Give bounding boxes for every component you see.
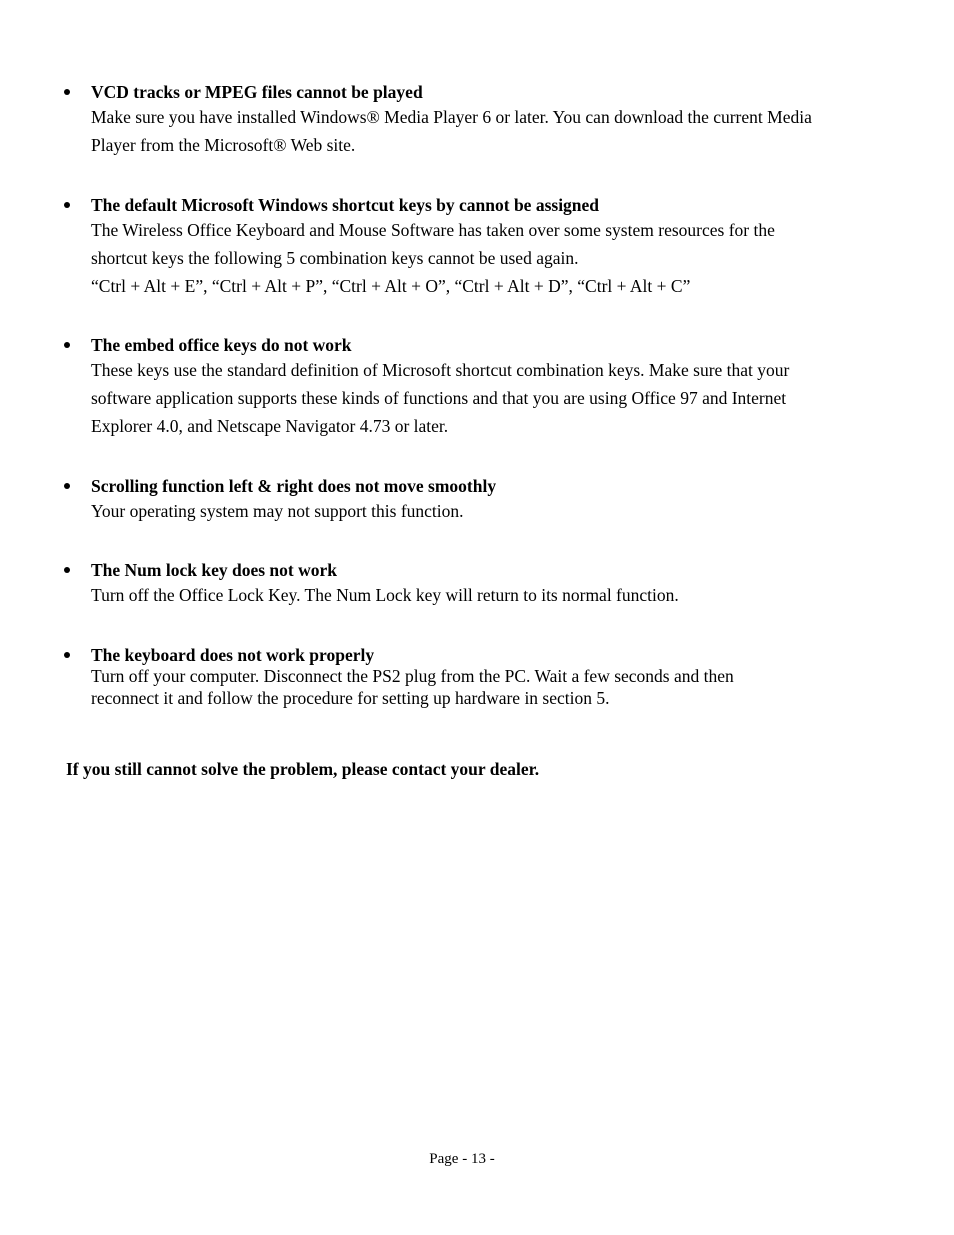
item-heading: Scrolling function left & right does not move smoothly [91,476,497,496]
body-line: reconnect it and follow the procedure for setting up hardware in section 5. [91,688,610,708]
body-line: Your operating system may not support this function. [91,501,464,521]
bullet-icon [63,335,83,348]
troubleshoot-item-num-lock [63,560,883,609]
troubleshoot-item-office-keys [63,335,883,440]
item-body [91,216,883,300]
troubleshoot-item-shortcut-keys [63,195,883,300]
item-body [91,665,883,709]
bullet-icon [63,195,83,208]
bullet-icon [63,645,83,658]
troubleshoot-item-vcd [63,82,883,159]
item-heading: The default Microsoft Windows shortcut keys by cannot be assigned [91,195,600,215]
item-body [91,497,883,525]
contact-dealer-note: If you still cannot solve the problem, please contact your dealer. [66,759,540,779]
bullet-icon [63,560,83,573]
body-line: These keys use the standard definition of Microsoft shortcut combination keys. Make sure that your [91,360,790,380]
item-heading: VCD tracks or MPEG files cannot be played [91,82,423,102]
item-heading: The embed office keys do not work [91,335,352,355]
item-heading: The Num lock key does not work [91,560,337,580]
body-line: Turn off your computer. Disconnect the PS2 plug from the PC. Wait a few seconds and then [91,666,734,686]
item-body [91,103,883,159]
troubleshoot-item-keyboard [63,645,883,709]
item-body [91,356,883,440]
item-heading: The keyboard does not work properly [91,645,375,665]
body-line: shortcut keys the following 5 combination keys cannot be used again. [91,248,579,268]
body-line: Turn off the Office Lock Key. The Num Lock key will return to its normal function. [91,585,679,605]
bullet-icon [63,82,83,95]
item-body [91,581,883,609]
bullet-icon [63,476,83,489]
body-line: Player from the Microsoft® Web site. [91,135,356,155]
page-number: Page - 13 - [429,1151,495,1167]
body-line: software application supports these kinds of functions and that you are using Office 97 and Internet [91,388,787,408]
body-line: “Ctrl + Alt + E”, “Ctrl + Alt + P”, “Ctrl + Alt + O”, “Ctrl + Alt + D”, “Ctrl + Alt + C” [91,276,691,296]
body-line: The Wireless Office Keyboard and Mouse Software has taken over some system resources for the [91,220,775,240]
body-line: Explorer 4.0, and Netscape Navigator 4.73 or later. [91,416,449,436]
troubleshoot-item-scrolling [63,476,883,525]
body-line: Make sure you have installed Windows® Media Player 6 or later. You can download the current Media [91,107,812,127]
